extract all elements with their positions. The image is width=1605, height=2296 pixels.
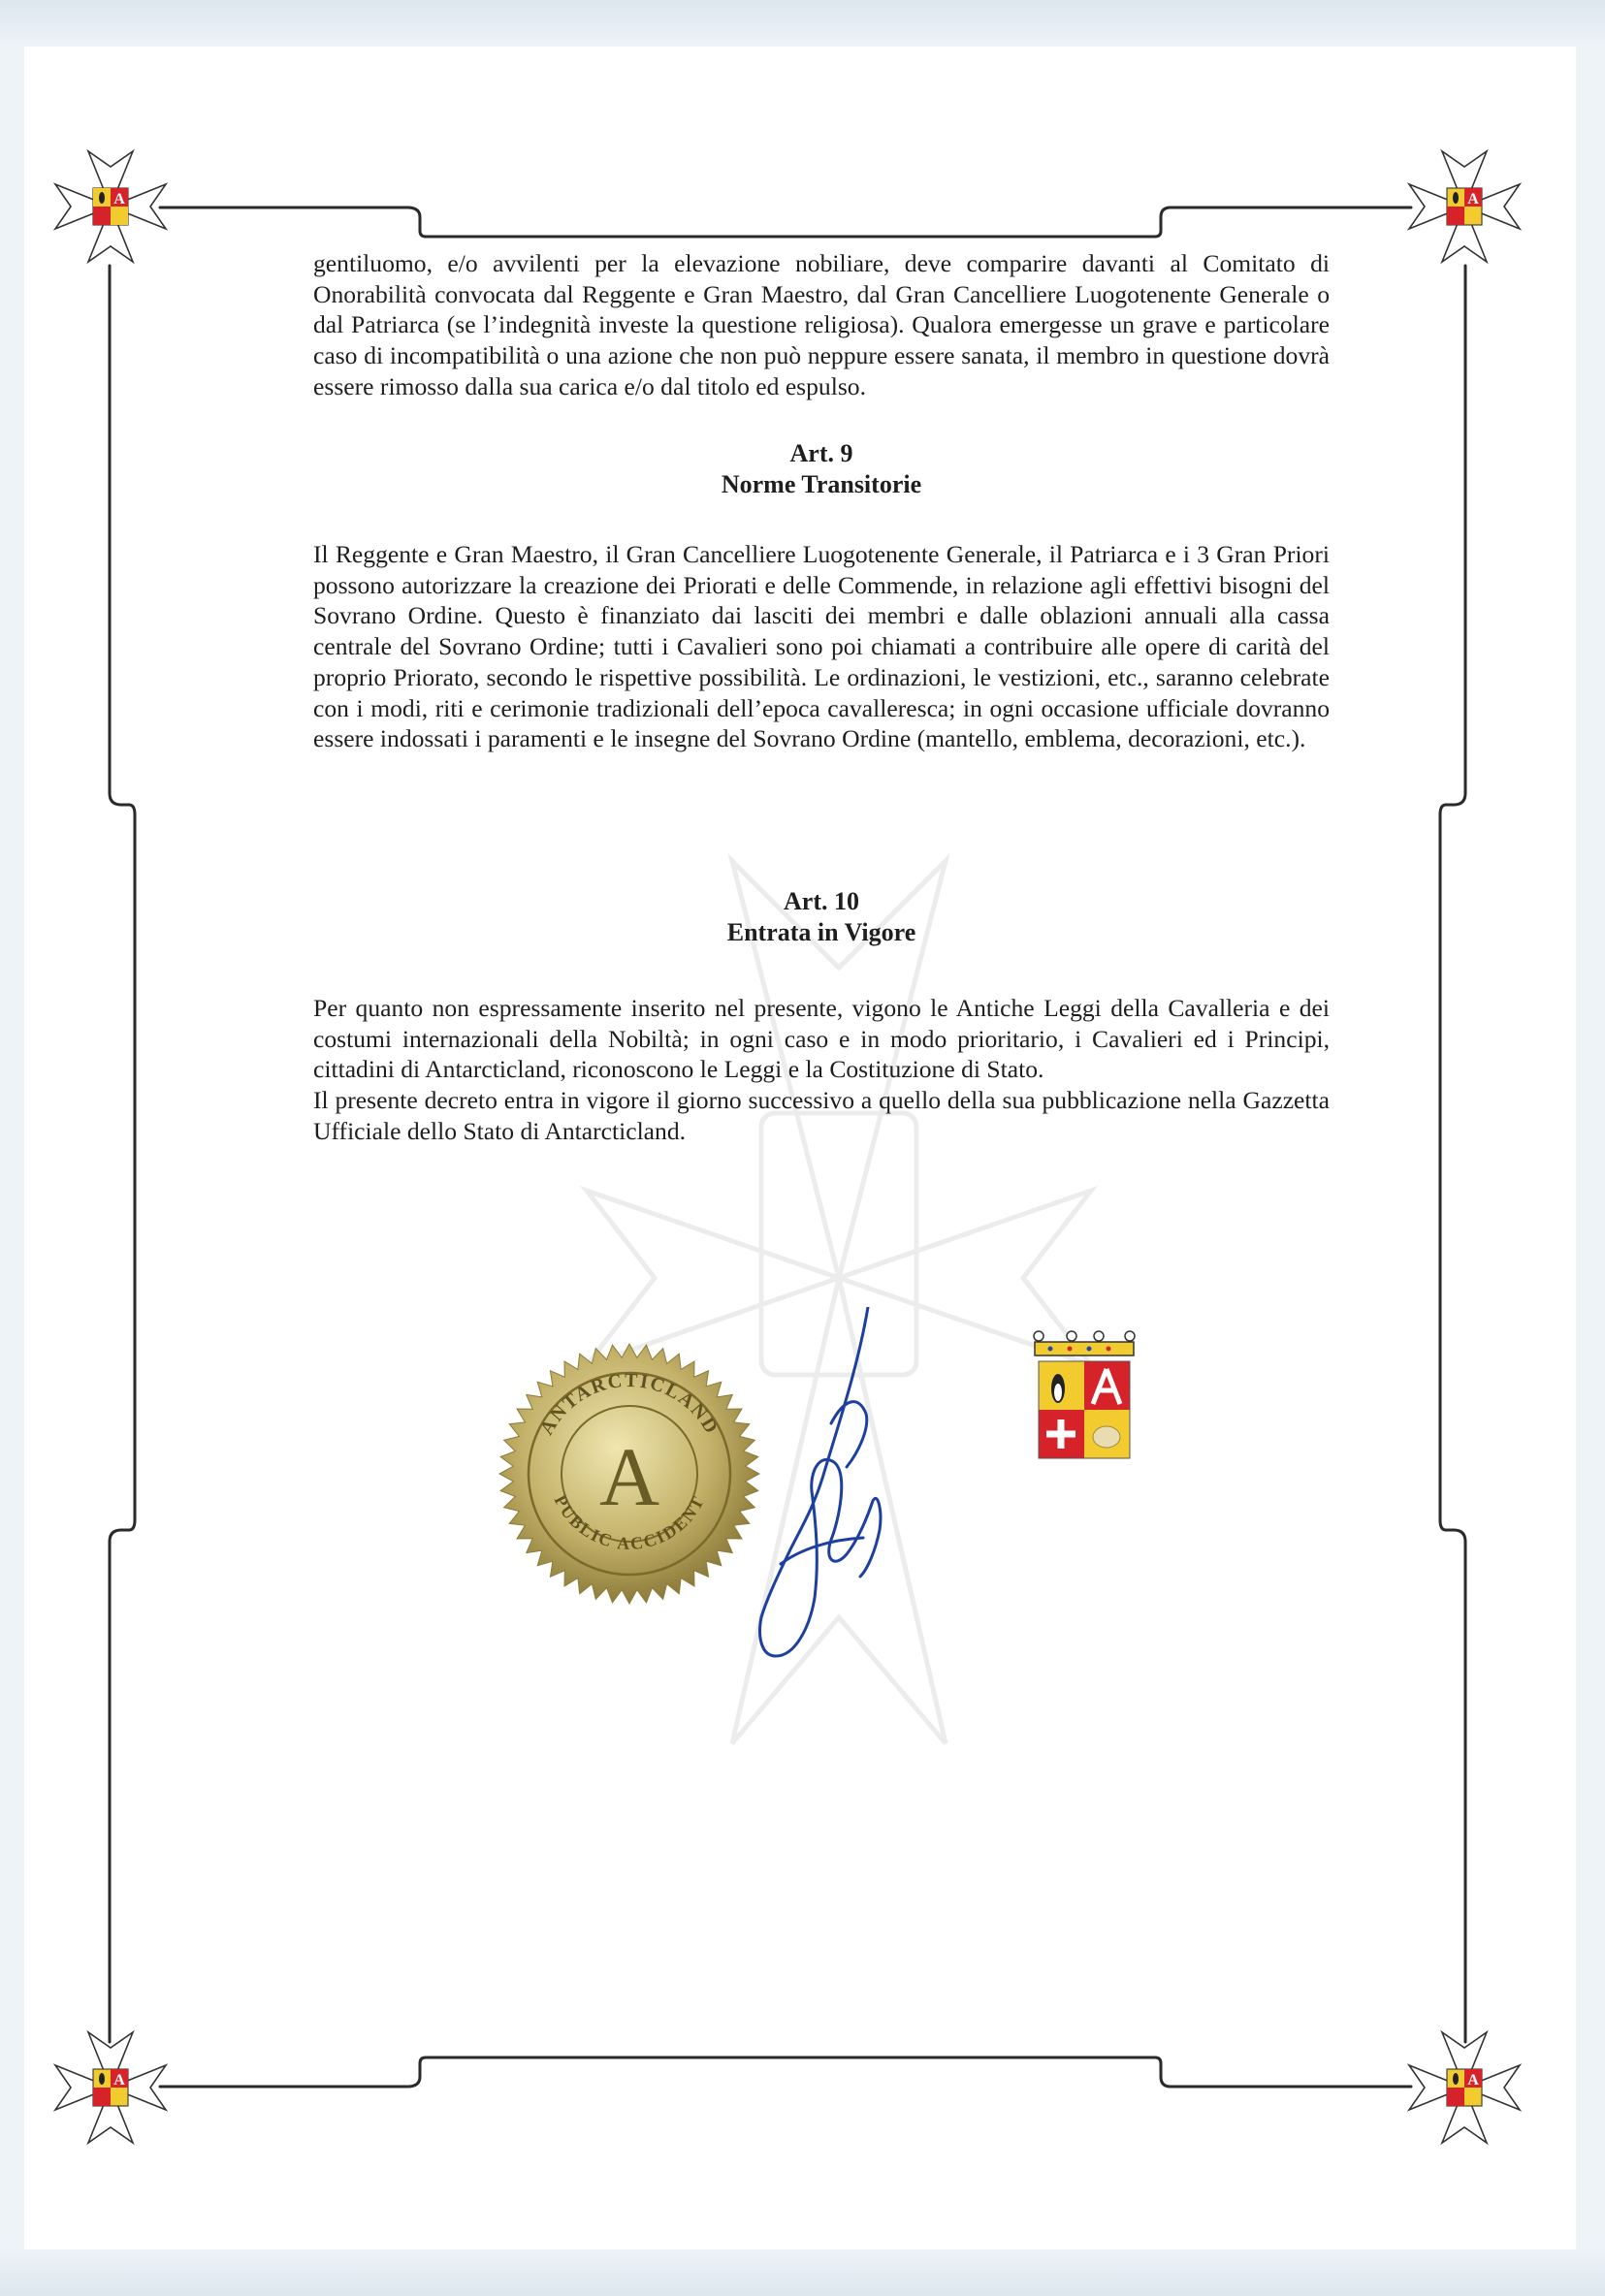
seal-letter: A	[598, 1430, 660, 1523]
corner-emblem-bottom-left	[48, 2025, 174, 2151]
seal-bottom-text: PUBLIC ACCIDENT	[550, 1491, 709, 1554]
corner-emblem-top-left	[48, 144, 174, 270]
svg-text:A: A	[113, 2072, 125, 2089]
article-10-number: Art. 10	[784, 887, 859, 915]
svg-text:A: A	[113, 191, 125, 207]
corner-emblem-bottom-right	[1401, 2025, 1527, 2151]
intro-paragraph	[313, 248, 1330, 402]
svg-text:A: A	[1467, 191, 1479, 207]
seal-top-text: ANTARCTICLAND	[535, 1369, 723, 1439]
article-10-text-2: Il presente decreto entra in vigore il giorno successivo a quello della sua pubblicazione nella Gazzetta Ufficiale dello Stato di Antarcticland.	[313, 1086, 1330, 1145]
article-10-title: Entrata in Vigore	[726, 918, 916, 946]
crown-icon	[1034, 1331, 1135, 1355]
intro-text: gentiluomo, e/o avvilenti per la elevazione nobiliare, deve comparire davanti al Comitato di Onorabilità convocata dal Reggente e Gran Maestro, dal Gran Cancelliere Luogotenente Generale o dal Patriarca (se l’indegnità investe la questione religiosa). Qualora emergesse un grave e particolare caso di incompatibilità o una azione che non può neppure essere sanata, il membro in questione dovrà essere rimosso dalla sua carica e/o dal titolo ed espulso.	[313, 249, 1330, 400]
article-9-number: Art. 9	[789, 439, 853, 467]
article-10-text-1: Per quanto non espressamente inserito nel presente, vigono le Antiche Leggi della Cavalleria e dei costumi internazionali della Nobiltà; in ogni caso e in modo prioritario, i Cavalieri ed i Principi, cittadini di Antarcticland, riconoscono le Leggi e la Costituzione di Stato.	[313, 994, 1330, 1084]
coat-of-arms	[1021, 1323, 1147, 1478]
document-page	[24, 47, 1576, 2249]
article-10-body	[313, 993, 1330, 1147]
article-9-text: Il Reggente e Gran Maestro, il Gran Cancelliere Luogotenente Generale, il Patriarca e i 3 Gran Priori possono autorizzare la creazione dei Priorati e delle Commende, in relazione agli effettivi bisogni del Sovrano Ordine. Questo è finanziato dai lasciti dei membri e dalle oblazioni annuali alla cassa centrale del Sovrano Ordine; tutti i Cavalieri sono poi chiamati a contribuire alle opere di carità del proprio Priorato, secondo le rispettive possibilità. Le ordinazioni, le vestizioni, etc., saranno celebrate con i modi, riti e cerimonie tradizionali dell’epoca cavalleresca; in ogni occasione ufficiale dovranno essere indossati i paramenti e le insegne del Sovrano Ordine (mantello, emblema, decorazioni, etc.).	[313, 540, 1330, 753]
scan-edge-top	[0, 0, 1605, 48]
svg-text:A: A	[1467, 2072, 1479, 2089]
signature	[722, 1307, 916, 1695]
corner-emblem-top-right	[1401, 144, 1527, 270]
scan-edge-bottom	[0, 2248, 1605, 2296]
shield-icon	[1039, 1361, 1130, 1458]
article-9-title: Norme Transitorie	[721, 470, 922, 498]
article-9-body	[313, 539, 1330, 754]
